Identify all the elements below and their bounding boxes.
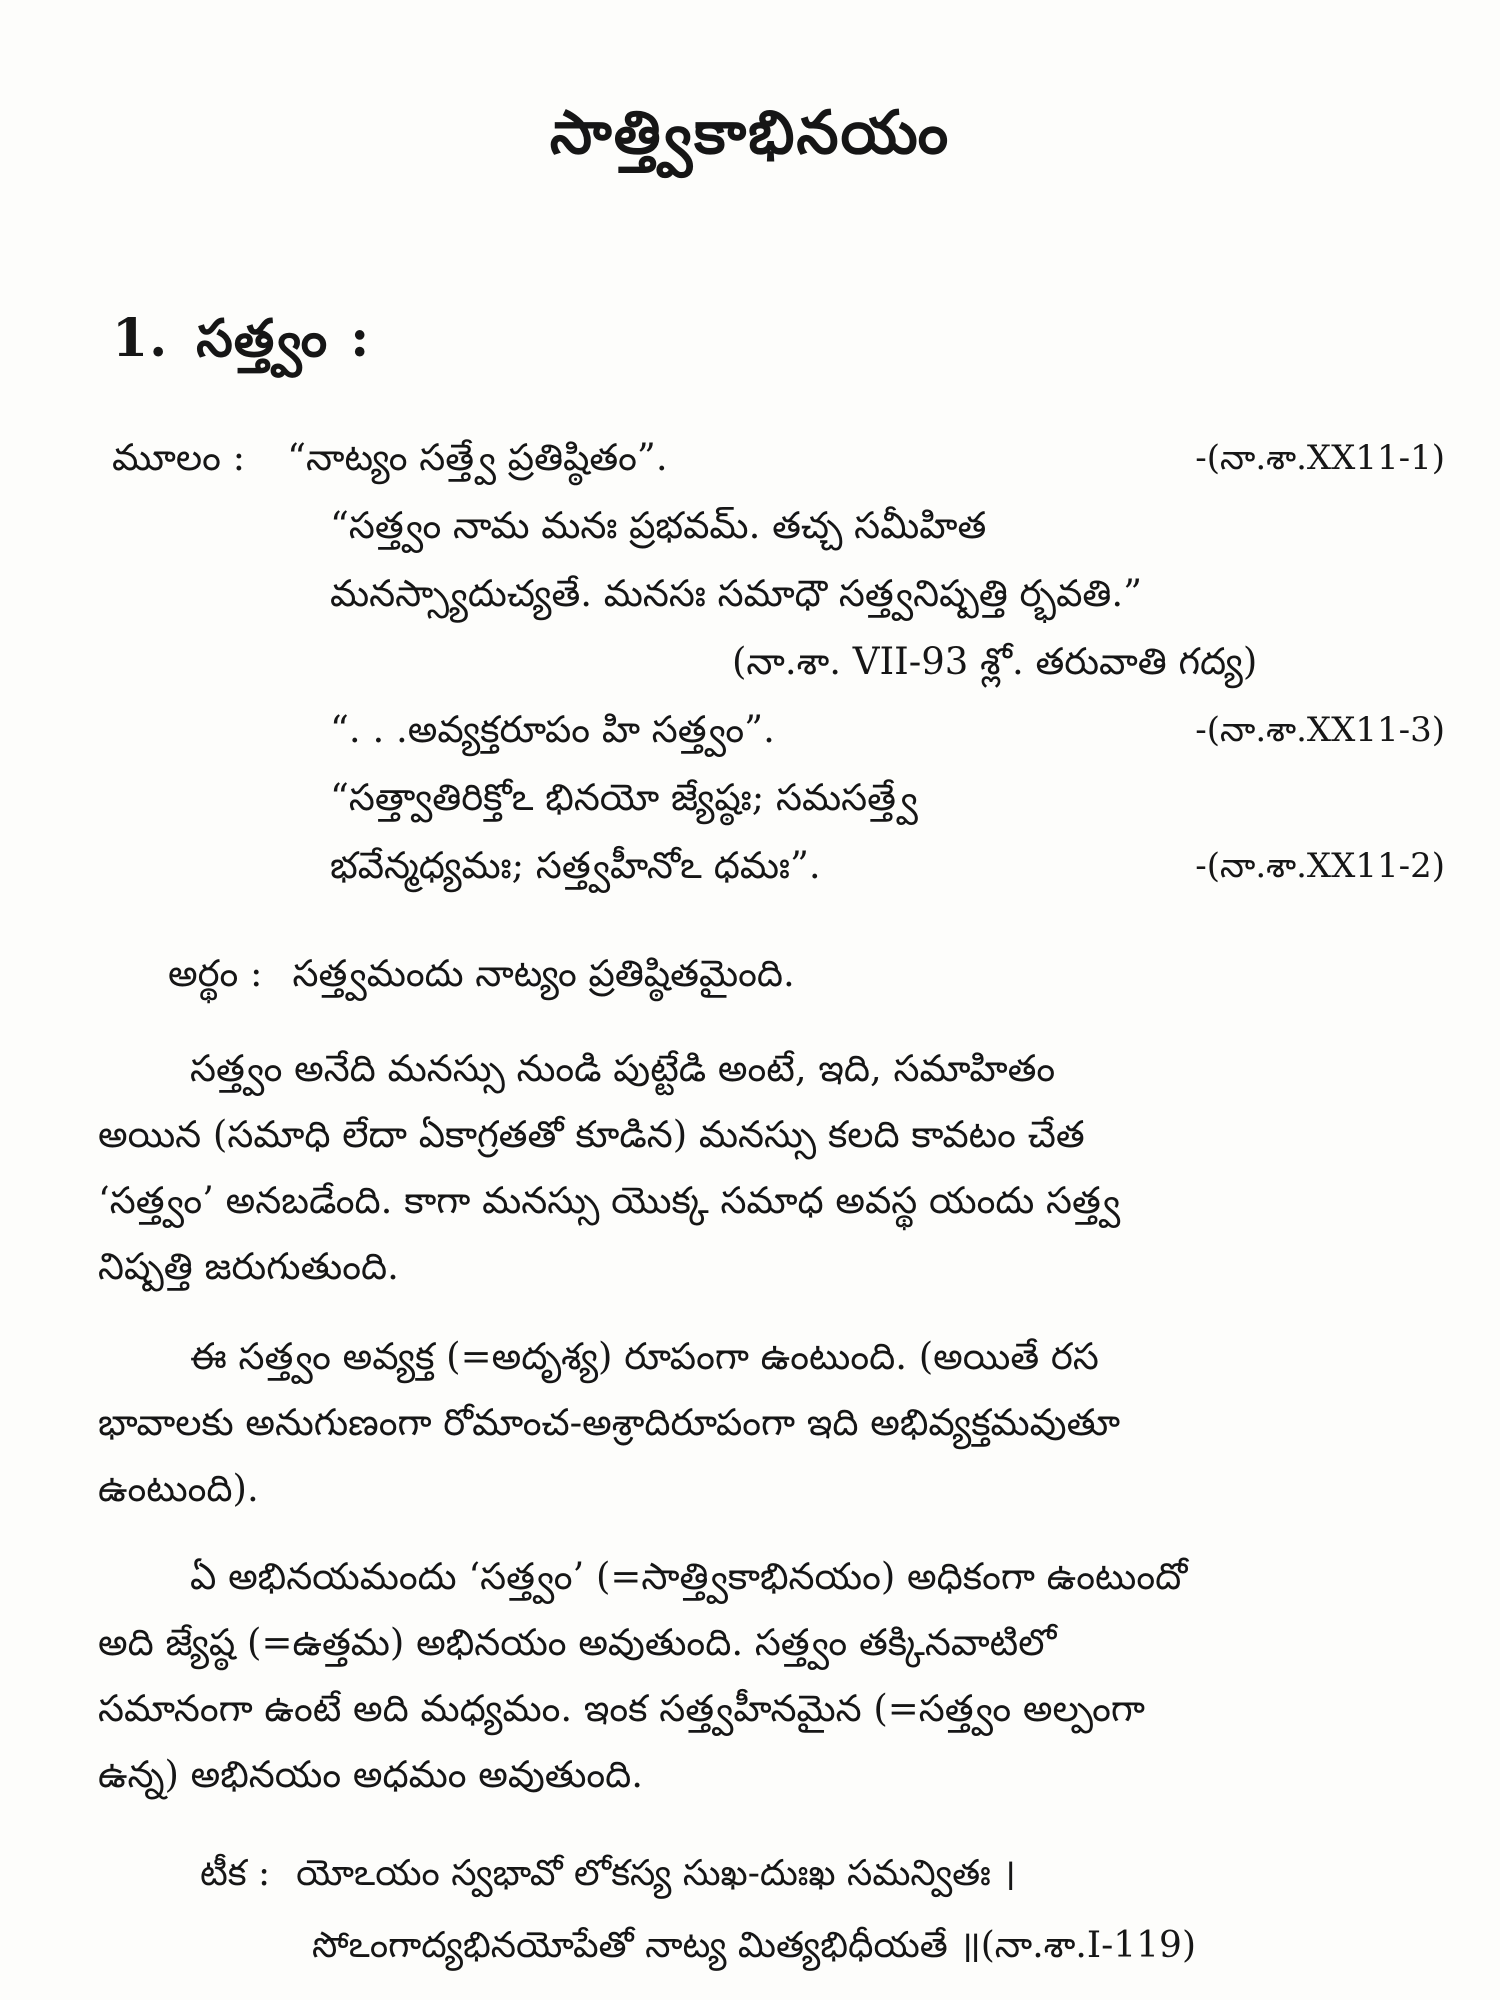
- quote-line: [112, 708, 1445, 752]
- quote-text: “. . .అవ్యక్తరూపం హి సత్త్వం”.: [330, 708, 775, 751]
- paragraph-line: ఈ సత్త్వం అవ్యక్త (=అదృశ్య) రూపంగా ఉంటుంది. (అయితే రస: [190, 1335, 1099, 1378]
- quote-citation: (నా.శా. VII-93 శ్లో. తరువాతి గద్య): [732, 640, 1258, 683]
- paragraph-line: భావాలకు అనుగుణంగా రోమాంచ-అశ్రాదిరూపంగా ఇది అభివ్యక్తమవుతూ: [98, 1401, 1121, 1444]
- quote-reference: -(నా.శా.XX11-2): [1195, 846, 1445, 886]
- quote-line: [112, 776, 1445, 820]
- teeka-label: టీక :: [200, 1853, 271, 1894]
- teeka-text: యోఽయం స్వభావో లోకస్య సుఖ-దుఃఖ సమన్వితః ।: [296, 1853, 1016, 1894]
- quote-line: [112, 844, 1445, 888]
- quote-line: [112, 640, 1445, 684]
- source-quote-block: [112, 436, 1445, 912]
- quote-text: “నాట్యం సత్త్వే ప్రతిష్ఠితం”.: [287, 436, 668, 479]
- section-colon: :: [350, 308, 371, 369]
- quote-text: “సత్త్వం నామ మనః ప్రభవమ్. తచ్చ సమీహిత: [330, 504, 987, 547]
- paragraph-line: నిష్పత్తి జరుగుతుంది.: [98, 1245, 399, 1288]
- body-paragraph-3: [98, 1548, 1442, 1812]
- quote-text: భవేన్మధ్యమః; సత్త్వహీనోఽ ధమః”.: [330, 844, 821, 887]
- commentary-line: [200, 1848, 1445, 1920]
- commentary-block: [200, 1848, 1445, 1992]
- paragraph-line: ఉన్న) అభినయం అధమం అవుతుంది.: [98, 1753, 644, 1796]
- paragraph-line: సత్త్వం అనేది మనస్సు నుండి పుట్టేడి అంటే, ఇది, సమాహితం: [190, 1047, 1056, 1090]
- teeka-text: సోఽంగాద్యభినయోపేతో నాట్య మిత్యభిధీయతే ॥(నా.శా.I-119): [312, 1925, 1196, 1966]
- quote-line: [112, 436, 1445, 480]
- artham-text: సత్త్వమందు నాట్యం ప్రతిష్ఠితమైంది.: [292, 952, 795, 995]
- meaning-line: [168, 952, 1445, 1004]
- quote-line: [112, 572, 1445, 616]
- commentary-line: [200, 1920, 1445, 1992]
- paragraph-line: అది జ్యేష్ఠ (=ఉత్తమ) అభినయం అవుతుంది. సత్త్వం తక్కినవాటిలో: [98, 1621, 1057, 1664]
- quote-text: “సత్త్వాతిరిక్తోఽ భినయో జ్యేష్ఠః; సమసత్త్వే: [330, 776, 918, 819]
- section-heading: [112, 308, 370, 382]
- paragraph-line: ఏ అభినయమందు ‘సత్త్వం’ (=సాత్త్వికాభినయం) అధికంగా ఉంటుందో: [190, 1555, 1188, 1598]
- body-paragraph-1: [98, 1040, 1442, 1304]
- quote-reference: -(నా.శా.XX11-3): [1195, 710, 1445, 750]
- paragraph-line: ‘సత్త్వం’ అనబడేంది. కాగా మనస్సు యొక్క సమాధ అవస్థ యందు సత్త్వ: [98, 1179, 1121, 1222]
- moolam-label: మూలం :: [112, 436, 246, 479]
- paragraph-line: ఉంటుంది).: [98, 1467, 259, 1510]
- quote-reference: -(నా.శా.XX11-1): [1195, 438, 1445, 478]
- body-paragraph-2: [98, 1328, 1442, 1526]
- paragraph-line: అయిన (సమాధి లేదా ఏకాగ్రతతో కూడిన) మనస్సు కలది కావటం చేత: [98, 1113, 1085, 1156]
- page-title: సాత్త్వికాభినయం: [549, 98, 951, 168]
- paragraph-line: సమానంగా ఉంటే అది మధ్యమం. ఇంక సత్త్వహీనమైన (=సత్త్వం అల్పంగా: [98, 1687, 1145, 1730]
- section-number: 1.: [112, 308, 169, 369]
- quote-text: మనస్స్యాదుచ్యతే. మనసః సమాధౌ సత్త్వనిష్పత్తి ర్భవతి.”: [330, 572, 1143, 615]
- quote-line: [112, 504, 1445, 548]
- artham-label: అర్థం :: [168, 952, 263, 995]
- section-title: సత్త్వం: [196, 308, 329, 369]
